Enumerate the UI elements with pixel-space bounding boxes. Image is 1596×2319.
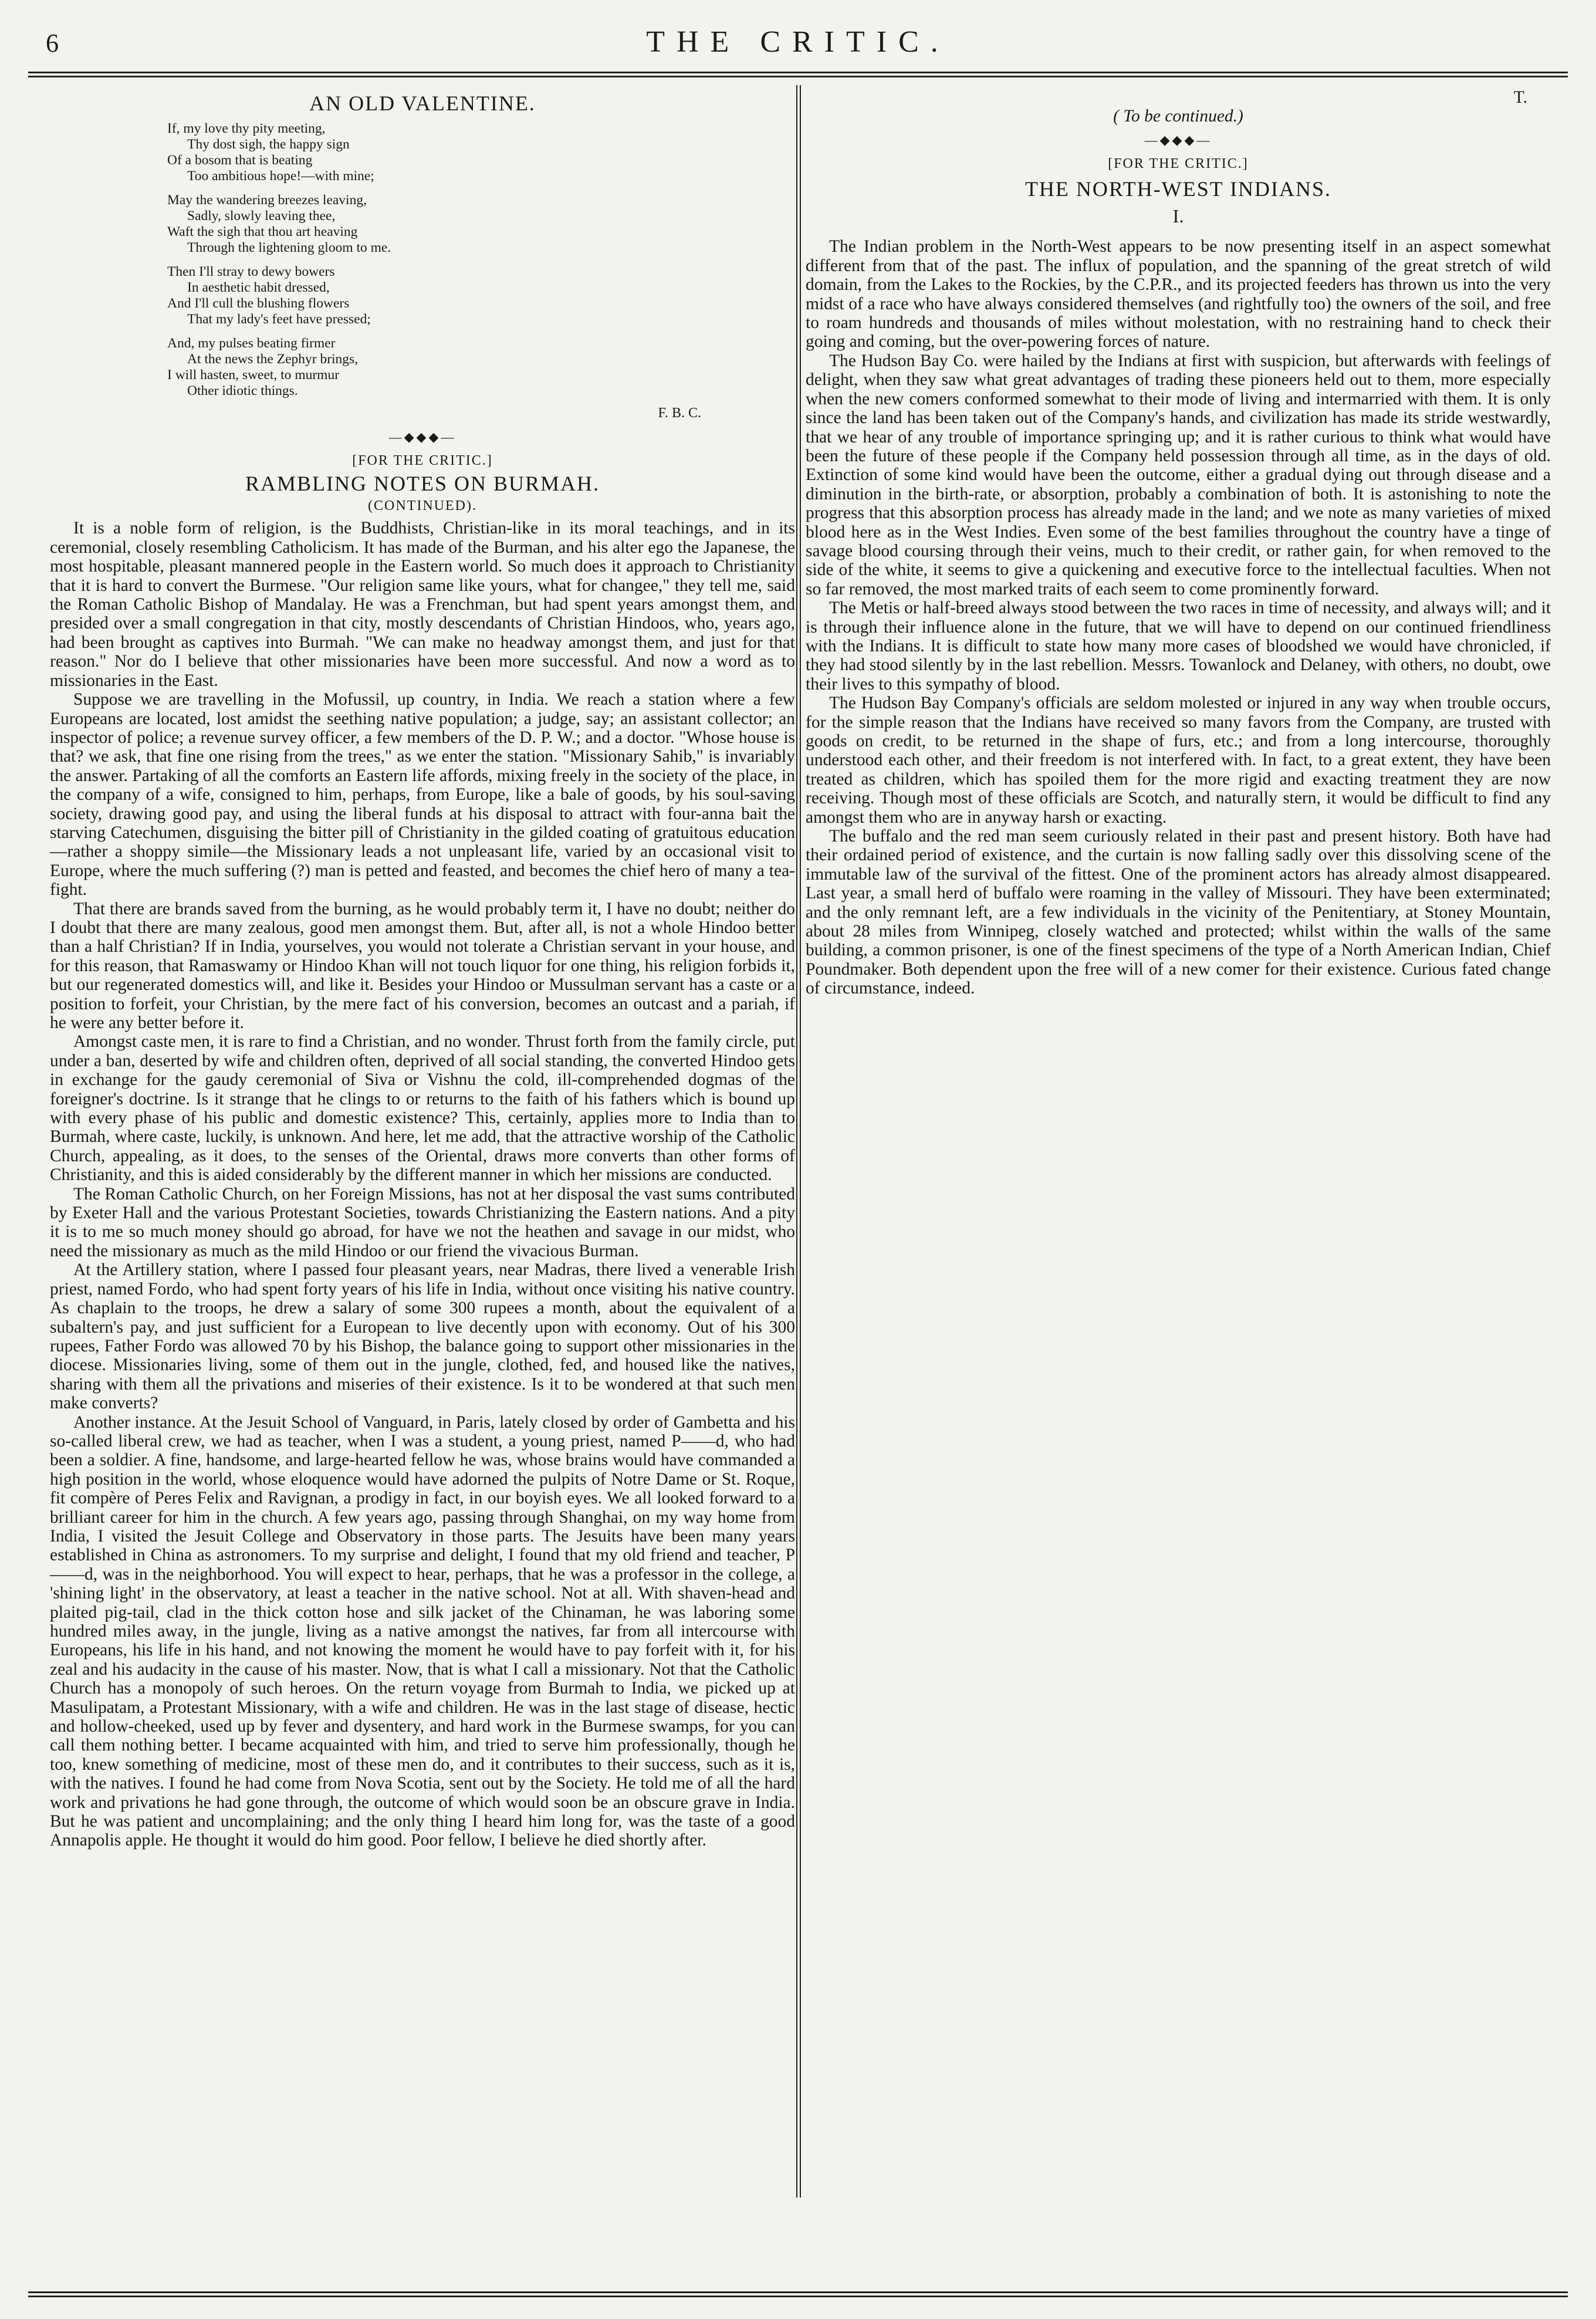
poem-line: Other idiotic things. bbox=[187, 383, 298, 399]
section-ornament: —◆◆◆— bbox=[1144, 132, 1212, 147]
burmah-title: RAMBLING NOTES ON BURMAH. bbox=[245, 471, 600, 495]
poem-line: And, my pulses beating firmer bbox=[167, 336, 336, 351]
poem-line: That my lady's feet have pressed; bbox=[187, 312, 371, 327]
poem-line: Thy dost sigh, the happy sign bbox=[187, 137, 350, 153]
article-paragraph: The Metis or half-breed always stood between the two races in time of necessity, and always will; and it is through their influence alone in the future, that we will have to depend on our continued friendliness with the Indians. It is difficult to state how many more cases of bloodshed we would have chronicled, if they had stood silently by in the last rebellion. Messrs. Towanlock and Delaney, with others, no doubt, owe their lives to this sympathy of blood. bbox=[806, 599, 1551, 694]
article-paragraph: Another instance. At the Jesuit School of Vanguard, in Paris, lately closed by order of Gambetta and his so-called liberal crew, we had as teacher, when I was a student, a young priest, named P——d, who had been a soldier. A fine, handsome, and large-hearted fellow he was, whose brains would have commanded a high position in the world, whose eloquence would have adorned the pulpits of Notre Dame or St. Roque, fit compère of Peres Felix and Ravignan, a prodigy in fact, in our boyish eyes. We all looked forward to a brilliant career for him in the church. A few years ago, passing through Shanghai, on my way home from India, I visited the Jesuit College and Observatory in those parts. The Jesuits have been many years established in China as astronomers. To my surprise and delight, I found that my old friend and teacher, P——d, was in the neighborhood. You will expect to hear, perhaps, that he was a professor in the college, a 'shining light' in the observatory, at least a teacher in the native school. Not at all. With shaven-head and plaited pig-tail, clad in the thick cotton hose and silk jacket of the Chinaman, he was laboring some hundred miles away, in the jungle, living as a native amongst the natives, far from all intercourse with Europeans, his life in his hand, and not knowing the moment he would have to pay forfeit with it, for his zeal and his audacity in the cause of his master. Now, that is what I call a missionary. Not that the Catholic Church has a monopoly of such heroes. On the return voyage from Burmah to India, we picked up at Masulipatam, a Protestant Missionary, with a wife and children. He was in the last stage of disease, hectic and hollow-cheeked, used up by fever and dysentery, and hard work in the Burmese swamps, for you can call them nothing better. I became acquainted with him, and tried to serve him professionally, though he too, knew something of medicine, most of these men do, and it contributes to their success, such as it is, with the natives. I found he had come from Nova Scotia, sent out by the Society. He told me of all the hard work and privations he had gone through, the outcome of which would soon be an obscure grave in India. But he was patient and uncomplaining; and the only thing I heard him long for, was the taste of a good Annapolis apple. He thought it would do him good. Poor fellow, I believe he died shortly after. bbox=[50, 1412, 795, 1850]
section-numeral: I. bbox=[1172, 205, 1184, 227]
valentine-poem bbox=[167, 121, 795, 399]
article-paragraph: Amongst caste men, it is rare to find a Christian, and no wonder. Thrust forth from the family circle, put under a ban, deserted by wife and children often, deprived of all social standing, the converted Hindoo gets in exchange for the gaudy ceremonial of Siva or Vishnu the cold, ill-comprehended dogmas of the foreigner's doctrine. Is it strange that he clings to or returns to the faith of his fathers which is bound up with every phase of his public and domestic existence? This, certainly, applies more to India than to Burmah, where caste, luckily, is unknown. And here, let me add, that the attractive worship of the Catholic Church, appealing, as it does, to the senses of the Oriental, draws more converts than other forms of Christianity, and this is aided considerably by the different manner in which her missions are conducted. bbox=[50, 1032, 795, 1185]
poem-line: I will hasten, sweet, to murmur bbox=[167, 367, 340, 383]
left-column bbox=[50, 88, 795, 1850]
valentine-title: AN OLD VALENTINE. bbox=[309, 92, 536, 115]
article-paragraph: The Hudson Bay Company's officials are seldom molested or injured in any way when trouble occurs, for the simple reason that the Indians have received so many favors from the Company, are trusted with goods on credit, to be returned in the shape of furs, etc.; and from a long intercourse, thoroughly understood each other, and their freedom is not interfered with. In fact, to a great extent, they have been treated as children, which has spoiled them for the more rigid and exacting treatment they are now receiving. Though most of these officials are Scotch, and naturally stern, it would be difficult to find any amongst them who are in anyway harsh or exacting. bbox=[806, 694, 1551, 827]
poem-line: May the wandering breezes leaving, bbox=[167, 192, 367, 208]
right-column bbox=[806, 88, 1551, 998]
article-paragraph: The Roman Catholic Church, on her Foreign Missions, has not at her disposal the vast sums contributed by Exeter Hall and the various Protestant Societies, towards Christianizing the Eastern nations. And a pity it is to me so much money should go abroad, for have we not the heathen and savage in our midst, who need the missionary as much as the mild Hindoo or our friend the vivacious Burman. bbox=[50, 1184, 795, 1260]
poem-line: Of a bosom that is beating bbox=[167, 153, 313, 168]
indians-title: THE NORTH-WEST INDIANS. bbox=[1024, 177, 1332, 201]
poem-line: And I'll cull the blushing flowers bbox=[167, 296, 350, 312]
article-paragraph: It is a noble form of religion, is the Buddhists, Christian-like in its moral teachings, and in its ceremonial, closely resembling Catholicism. It has made of the Burman, and his alter ego the Japanese, the most hospitable, pleasant mannered people in the Eastern world. So much does it approach to Christianity that it is hard to convert the Burmese. "Our religion same like yours, what for changee," they tell me, said the Roman Catholic Bishop of Mandalay. He was a Frenchman, but had spent years amongst them, and presided over a small congregation in that city, mostly descendants of Christian Hindoos, who, years ago, had been brought as captives into Burmah. "We can make no headway amongst them, and just for that reason." Nor do I believe that other missionaries have been more successful. And now a word as to missionaries in the East. bbox=[50, 519, 795, 690]
for-the-critic-line: [FOR THE CRITIC.] bbox=[352, 453, 493, 469]
poem-line: Too ambitious hope!—with mine; bbox=[187, 168, 374, 184]
poem-line: Waft the sigh that thou art heaving bbox=[167, 224, 358, 240]
poem-line: At the news the Zephyr brings, bbox=[187, 351, 359, 367]
poem-line: If, my love thy pity meeting, bbox=[167, 121, 326, 137]
for-the-critic-line: [FOR THE CRITIC.] bbox=[1108, 156, 1249, 172]
poem-line: Then I'll stray to dewy bowers bbox=[167, 264, 335, 280]
poem-stanza bbox=[167, 192, 795, 256]
article-paragraph: At the Artillery station, where I passed four pleasant years, near Madras, there lived a venerable Irish priest, named Fordo, who had spent forty years of his life in India, without once visiting his native country. As chaplain to the troops, he drew a salary of some 300 rupees a month, about the equivalent of a subaltern's pay, and just sufficient for a European to live decently upon with economy. Out of his 300 rupees, Father Fordo was allowed 70 by his Bishop, the balance going to support other missionaries in the diocese. Missionaries living, some of them out in the jungle, clothed, fed, and housed like the natives, sharing with them all the privations and miseries of their existence. Is it to be wondered at that such men make converts? bbox=[50, 1260, 795, 1413]
page-header bbox=[28, 23, 1568, 63]
poem-stanza bbox=[167, 336, 795, 399]
poem-stanza bbox=[167, 121, 795, 184]
continued-label: (CONTINUED). bbox=[368, 498, 477, 514]
article-paragraph: That there are brands saved from the burning, as he would probably term it, I have no doubt; neither do I doubt that there are many zealous, good men amongst them. But, after all, is not a whole Hindoo better than a half Christian? If in India, yourselves, you would not tolerate a Christian servant in your house, and for this reason, that Ramaswamy or Hindoo Khan will not touch liquor for one thing, his religion forbids it, but our regenerated domestics will, and like it. Besides your Hindoo or Mussulman servant has a caste or a position to forfeit, your Christian, by the mere fact of his conversion, becomes an outcast and a pariah, if he were any better before it. bbox=[50, 899, 795, 1032]
section-ornament: —◆◆◆— bbox=[388, 429, 457, 444]
page-number: 6 bbox=[46, 29, 59, 58]
to-be-continued: ( To be continued.) bbox=[1113, 107, 1243, 126]
valentine-signature: F. B. C. bbox=[658, 405, 701, 421]
header-double-rule bbox=[28, 72, 1568, 77]
poem-line: Sadly, slowly leaving thee, bbox=[187, 208, 336, 224]
poem-line: In aesthetic habit dressed, bbox=[187, 280, 330, 296]
column-divider bbox=[796, 85, 801, 2198]
article-paragraph: The buffalo and the red man seem curiously related in their past and present history. Both have had their ordained period of existence, and the curtain is now falling sadly over this dissolving scene of the immutable law of the survival of the fittest. One of the prominent actors has already almost disappeared. Last year, a small herd of buffalo were roaming in the valley of Missouri. They have been exterminated; and the only remnant left, are a few individuals in the vicinity of the Penitentiary, at Stoney Mountain, about 28 miles from Winnipeg, closely watched and protected; whilst within the walls of the same building, a common prisoner, is one of the finest specimens of the type of a North American Indian, Chief Poundmaker. Both dependent upon the free will of a new comer for their existence. Curious fated change of circumstance, indeed. bbox=[806, 827, 1551, 998]
masthead-title: THE CRITIC. bbox=[646, 25, 950, 59]
article-paragraph: The Hudson Bay Co. were hailed by the Indians at first with suspicion, but afterwards with feelings of delight, when they saw what great advantages of trading these pioneers held out to them, more especially when the new comers conformed somewhat to their mode of living and intermarried with them. It is only since the land has been taken out of the Company's hands, and civilization has made its stride westwardly, that we hear of any trouble of importance springing up; and it is rather curious to think what would have been the future of these people if the Company held possession through all time, as in the days of old. Extinction of some kind would have been the outcome, either a gradual dying out through disease and a diminution in the birth-rate, or absorption, probably a combination of both. It is astonishing to note the progress that this absorption process has already made in the land; and we note as many varieties of mixed blood here as in the West Indies. Even some of the best families throughout the country have a tinge of savage blood coursing through their veins, much to their credit, or rather gain, for when removed to the side of the white, it seems to give a quickening and executive force to the intellectual faculties. When not so far removed, the most marked traits of each seem to come prominently forward. bbox=[806, 351, 1551, 599]
footer-double-rule bbox=[28, 2291, 1568, 2297]
article-paragraph: The Indian problem in the North-West appears to be now presenting itself in an aspect somewhat different from that of the past. The influx of population, and the spanning of the great stretch of wild domain, from the Lakes to the Rockies, by the C.P.R., and its projected feeders has thrown us into the very midst of a race who have always considered themselves (and rightfully too) the owners of the soil, and free to roam hundreds and thousands of miles without molestation, with no restraining hand to check their going and coming, but the over-powering forces of nature. bbox=[806, 237, 1551, 351]
poem-stanza bbox=[167, 264, 795, 327]
poem-line: Through the lightening gloom to me. bbox=[187, 240, 391, 256]
article-paragraph: Suppose we are travelling in the Mofussil, up country, in India. We reach a station where a few Europeans are located, lost amidst the seething native population; a judge, say; an assistant collector; an inspector of police; a revenue survey officer, a few members of the D. P. W.; and a doctor. "Whose house is that? we ask, that fine one rising from the trees," as we enter the station. "Missionary Sahib," is invariably the answer. Partaking of all the comforts an Eastern life affords, mixing freely in the society of the place, in the company of a wife, consigned to him, perhaps, from Europe, like a bale of goods, by his soul-saving society, drawing good pay, and using the liberal funds at his disposal to attract with four-anna bait the starving Catechumen, disguising the bitter pill of Christianity in the gilded coating of gratuitous education—rather a shoppy simile—the Missionary leads a not unpleasant life, varied by an occasional visit to Europe, where the much suffering (?) man is petted and feasted, and becomes the chief hero of many a tea-fight. bbox=[50, 690, 795, 900]
article-signoff: T. bbox=[1513, 88, 1527, 107]
